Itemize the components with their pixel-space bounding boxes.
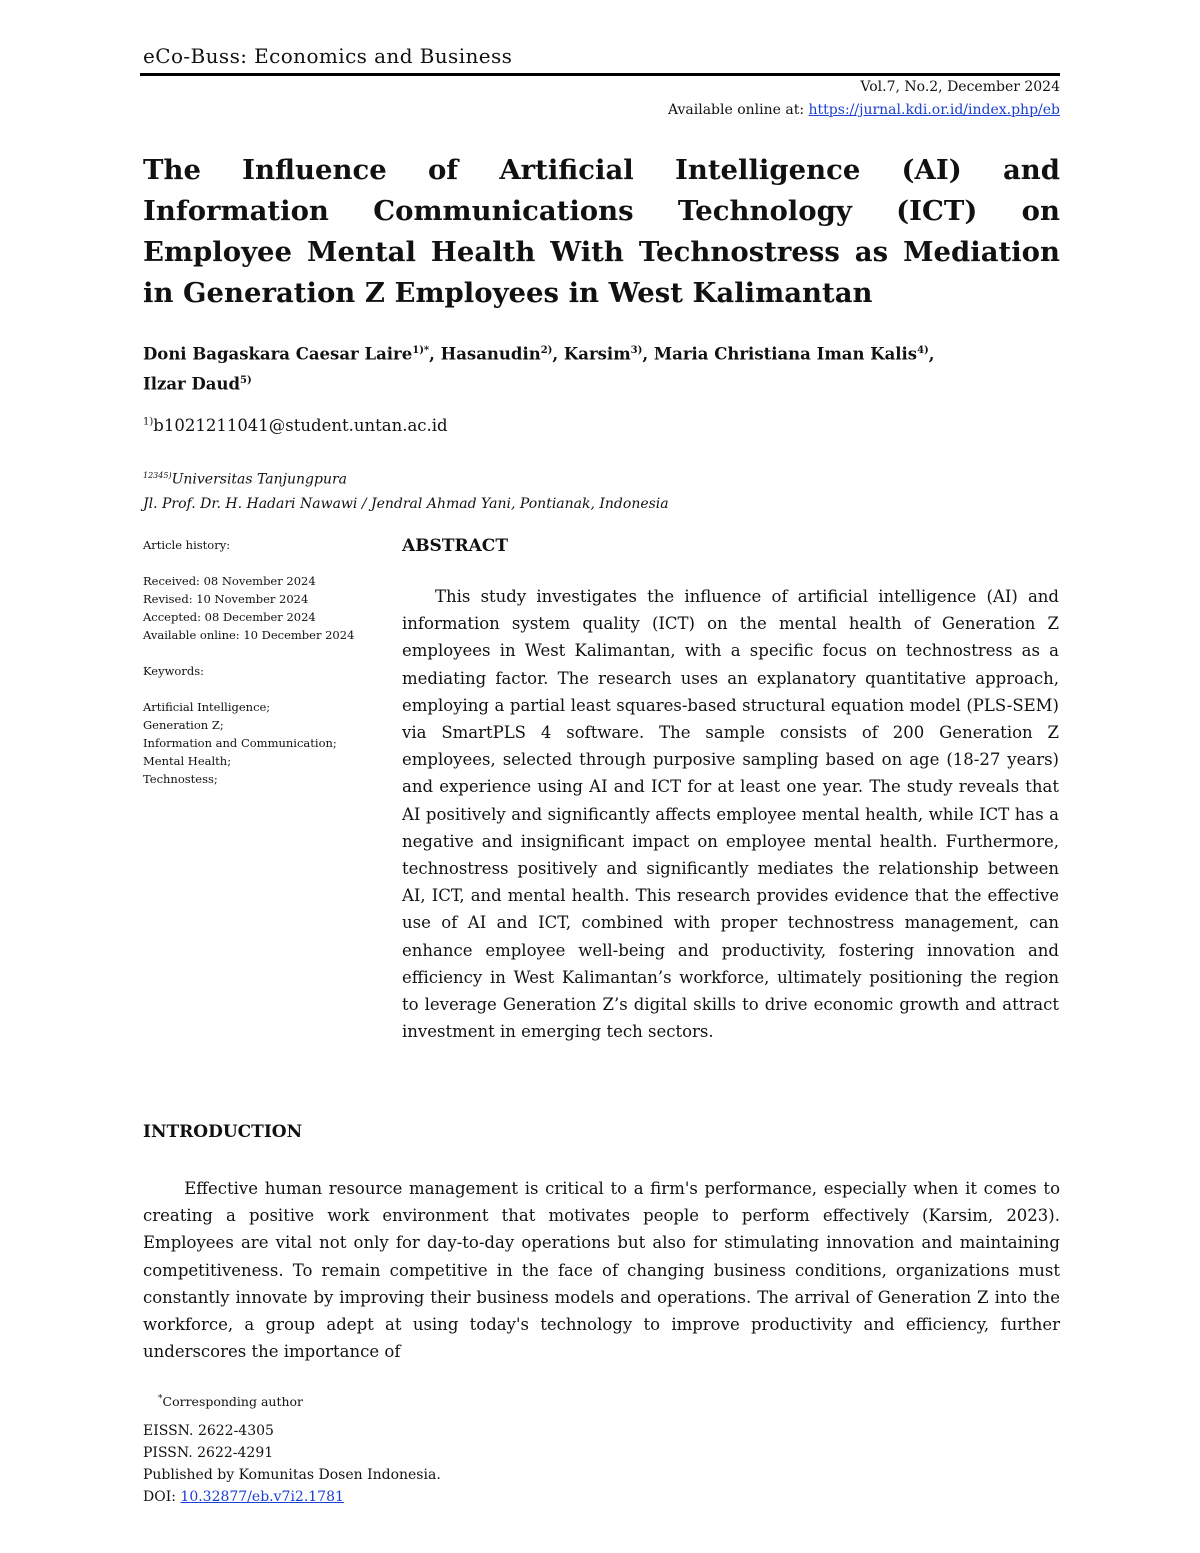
author-list: Doni Bagaskara Caesar Laire$^{1)*}$, Hasanudin$^{2)}$, Karsim$^{3)}$, Maria Christiana Iman Kalis$^{4)}$, Ilzar Daud$^{5)}$	[143, 344, 935, 393]
abstract-heading: ABSTRACT	[402, 536, 508, 556]
introduction-body: Effective human resource management is critical to a firm's performance, especially when it comes to creating a positive work environment that motivates people to perform effectively (Karsim, 2023). Employees are vital not only for day-to-day operations but also for stimulating innovation and maintaining competitiveness. To remain competitive in the face of changing business conditions, organizations must constantly innovate by improving their business models and operations. The arrival of Generation Z into the workforce, a group adept at using today's technology to improve productivity and efficiency, further underscores the importance of	[143, 1179, 1060, 1362]
author-mark: 4)	[917, 345, 929, 356]
corresponding-author-note	[158, 1394, 303, 1409]
introduction-text	[143, 1175, 1060, 1365]
affiliation	[143, 464, 669, 516]
available-online	[668, 102, 1060, 118]
volume-info: Vol.7, No.2, December 2024	[860, 79, 1060, 95]
keywords-label: Keywords:	[143, 664, 204, 678]
email-address: b1021211041@student.untan.ac.id	[153, 416, 448, 435]
keyword-item: Information and Communication;	[143, 736, 337, 750]
received-date: Received: 08 November 2024	[143, 574, 316, 588]
abstract-text	[402, 583, 1059, 1045]
revised-date: Revised: 10 November 2024	[143, 592, 309, 606]
keyword-item: Technostess;	[143, 772, 218, 786]
journal-name: eCo-Buss: Economics and Business	[143, 44, 513, 68]
author-name: Ilzar Daud	[143, 374, 241, 393]
author-mark: 2)	[540, 345, 553, 356]
header-rule	[140, 73, 1060, 76]
keyword-item: Artificial Intelligence;	[143, 700, 271, 714]
eissn: EISSN. 2622-4305	[143, 1423, 274, 1439]
keyword-item: Mental Health;	[143, 754, 232, 768]
pissn: PISSN. 2622-4291	[143, 1445, 274, 1461]
available-date: Available online: 10 December 2024	[143, 628, 355, 642]
author-mark: 1)*	[412, 345, 430, 356]
keyword-item: Generation Z;	[143, 718, 224, 732]
available-label: Available online at:	[667, 102, 809, 118]
paper-title: The Influence of Artificial Intelligence (AI) and Information Communications Technology (ICT) on Employee Mental Health With Technostress as Mediation in Generation Z Employees in West Kalimantan	[143, 154, 1060, 309]
affiliation-name: Universitas Tanjungpura	[171, 471, 347, 488]
doi-link[interactable]: 10.32877/eb.v7i2.1781	[180, 1489, 344, 1505]
publication-footer	[143, 1420, 441, 1508]
accepted-date: Accepted: 08 December 2024	[143, 610, 316, 624]
doi-label: DOI:	[143, 1489, 181, 1505]
author-email	[143, 416, 448, 435]
author-name: Doni Bagaskara Caesar Laire	[143, 344, 413, 364]
corresponding-label: Corresponding author	[162, 1394, 304, 1410]
affiliation-address: Jl. Prof. Dr. H. Hadari Nawawi / Jendral Ahmad Yani, Pontianak, Indonesia	[143, 495, 669, 512]
corresponding-mark: *	[158, 1394, 163, 1404]
author-name: Hasanudin	[440, 344, 541, 364]
article-info	[143, 536, 383, 788]
doi-line	[143, 1486, 441, 1508]
affiliation-mark: 12345)	[143, 471, 172, 480]
article-history-label: Article history:	[143, 538, 231, 552]
email-mark: 1)	[143, 416, 154, 428]
author-name: Karsim	[563, 344, 631, 364]
author-mark: 3)	[630, 345, 643, 356]
publisher: Published by Komunitas Dosen Indonesia.	[143, 1467, 441, 1483]
author-name: Maria Christiana Iman Kalis	[653, 344, 918, 364]
journal-url-link[interactable]: https://jurnal.kdi.or.id/index.php/eb	[808, 102, 1060, 118]
introduction-heading: INTRODUCTION	[143, 1122, 303, 1142]
abstract-body: This study investigates the influence of artificial intelligence (AI) and information system quality (ICT) on the mental health of Generation Z employees in West Kalimantan, with a specific focus on technostress as a mediating factor. The research uses an explanatory quantitative approach, employing a partial least squares-based structural equation model (PLS-SEM) via SmartPLS 4 software. The sample consists of 200 Generation Z employees, selected through purposive sampling based on age (18-27 years) and experience using AI and ICT for at least one year. The study reveals that AI positively and significantly affects employee mental health, while ICT has a negative and insignificant impact on employee mental health. Furthermore, technostress positively and significantly mediates the relationship between AI, ICT, and mental health. This research provides evidence that the effective use of AI and ICT, combined with proper technostress management, can enhance employee well-being and productivity, fostering innovation and efficiency in West Kalimantan’s workforce, ultimately positioning the region to leverage Generation Z’s digital skills to drive economic growth and attract investment in emerging tech sectors.	[402, 587, 1059, 1042]
author-mark: 5)	[240, 374, 252, 386]
